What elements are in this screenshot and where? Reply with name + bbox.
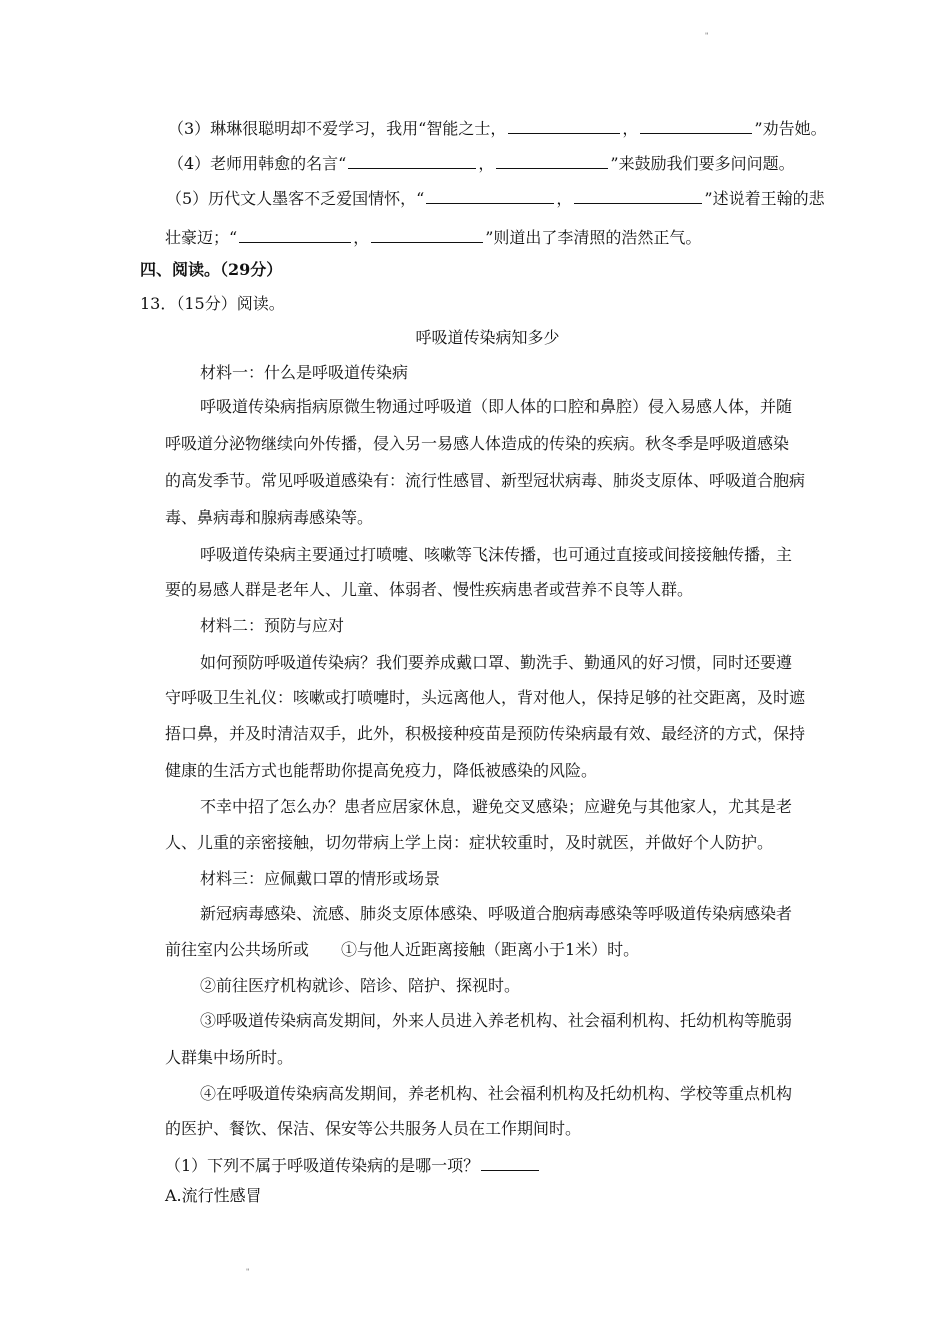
text-segment: 前往室内公共场所或 ①与他人近距离接触（距离小于1米）时。 xyxy=(165,940,640,959)
text-line xyxy=(165,724,805,744)
text-line xyxy=(200,869,440,889)
text-segment: 材料一：什么是呼吸道传染病 xyxy=(200,363,409,382)
text-segment: （5）历代文人墨客不乏爱国情怀，“ xyxy=(166,189,425,208)
text-segment: 四、阅读。（29分） xyxy=(140,260,283,279)
answer-blank[interactable] xyxy=(496,153,608,169)
text-line xyxy=(200,1084,792,1104)
answer-blank[interactable] xyxy=(481,1155,539,1171)
text-line xyxy=(200,1011,792,1031)
answer-blank[interactable] xyxy=(574,188,702,204)
text-segment: ， xyxy=(556,189,573,208)
text-segment: ”述说着王翰的悲 xyxy=(704,189,825,208)
answer-blank[interactable] xyxy=(426,188,554,204)
text-segment: 呼吸道分泌物继续向外传播，侵入另一易感人体造成的传染的疾病。秋冬季是呼吸道感染 xyxy=(165,434,790,453)
text-line xyxy=(168,118,827,139)
text-segment: 材料三：应佩戴口罩的情形或场景 xyxy=(200,869,441,888)
text-line xyxy=(165,1155,541,1176)
text-line xyxy=(165,580,693,600)
text-segment: 要的易感人群是老年人、儿童、体弱者、慢性疾病患者或营养不良等人群。 xyxy=(165,580,694,599)
text-segment: 如何预防呼吸道传染病？我们要养成戴口罩、勤洗手、勤通风的好习惯，同时还要遵 xyxy=(200,653,793,672)
text-segment: ④在呼吸道传染病高发期间，养老机构、社会福利机构及托幼机构、学校等重点机构 xyxy=(200,1084,793,1103)
text-line xyxy=(200,545,792,565)
text-line xyxy=(140,294,285,314)
text-segment: 不幸中招了怎么办？患者应居家休息，避免交叉感染；应避免与其他家人，尤其是老 xyxy=(200,797,793,816)
text-line xyxy=(165,1186,262,1206)
text-segment: 壮豪迈；“ xyxy=(165,228,238,247)
text-line xyxy=(200,797,792,817)
text-line xyxy=(165,940,639,960)
text-segment: 健康的生活方式也能帮助你提高免疫力，降低被感染的风险。 xyxy=(165,761,598,780)
text-segment: 毒、鼻病毒和腺病毒感染等。 xyxy=(165,508,374,527)
text-segment: （4）老师用韩愈的名言“ xyxy=(168,154,347,173)
text-segment: 的医护、餐饮、保洁、保安等公共服务人员在工作期间时。 xyxy=(165,1119,582,1138)
text-line xyxy=(200,397,792,417)
text-line xyxy=(200,363,408,383)
text-segment: 捂口鼻，并及时清洁双手，此外，积极接种疫苗是预防传染病最有效、最经济的方式，保持 xyxy=(165,724,806,743)
text-segment: 13．（15分）阅读。 xyxy=(140,294,285,313)
text-segment: 呼吸道传染病主要通过打喷嚏、咳嗽等飞沫传播，也可通过直接或间接接触传播，主 xyxy=(200,545,793,564)
text-segment: ②前往医疗机构就诊、陪诊、陪护、探视时。 xyxy=(200,976,521,995)
text-segment: 呼吸道传染病指病原微生物通过呼吸道（即人体的口腔和鼻腔）侵入易感人体，并随 xyxy=(200,397,793,416)
answer-blank[interactable] xyxy=(508,118,620,134)
text-line xyxy=(200,976,520,996)
answer-blank[interactable] xyxy=(371,227,483,243)
text-line xyxy=(165,1048,293,1068)
text-segment: ， xyxy=(622,119,639,138)
text-segment: ， xyxy=(478,154,495,173)
text-line xyxy=(200,653,792,673)
text-line xyxy=(200,616,344,636)
text-line xyxy=(165,227,701,248)
text-segment: A.流行性感冒 xyxy=(165,1186,262,1205)
text-line xyxy=(165,1119,581,1139)
text-line xyxy=(165,471,805,491)
text-segment: 材料二：预防与应对 xyxy=(200,616,345,635)
text-segment: 人、儿重的亲密接触，切勿带病上学上岗：症状较重时，及时就医，并做好个人防护。 xyxy=(165,833,774,852)
answer-blank[interactable] xyxy=(348,153,476,169)
header-mark: " xyxy=(705,32,709,40)
text-line xyxy=(165,833,773,853)
text-segment: ， xyxy=(353,228,370,247)
text-segment: ”来鼓励我们要多问问题。 xyxy=(610,154,795,173)
text-segment: 的高发季节。常见呼吸道感染有：流行性感冒、新型冠状病毒、肺炎支原体、呼吸道合胞病 xyxy=(165,471,806,490)
answer-blank[interactable] xyxy=(640,118,752,134)
text-line xyxy=(200,904,792,924)
text-segment: 守呼吸卫生礼仪：咳嗽或打喷嚏时，头远离他人，背对他人，保持足够的社交距离，及时遮 xyxy=(165,688,806,707)
text-line xyxy=(165,761,597,781)
text-segment: 新冠病毒感染、流感、肺炎支原体感染、呼吸道合胞病毒感染等呼吸道传染病感染者 xyxy=(200,904,793,923)
text-segment: ③呼吸道传染病高发期间，外来人员进入养老机构、社会福利机构、托幼机构等脆弱 xyxy=(200,1011,793,1030)
text-line xyxy=(165,688,805,708)
section-heading xyxy=(140,260,282,280)
text-line xyxy=(165,434,789,454)
footer-mark: " xyxy=(246,1268,250,1276)
text-segment: ”则道出了李清照的浩然正气。 xyxy=(485,228,702,247)
text-line xyxy=(166,188,825,209)
answer-blank[interactable] xyxy=(239,227,351,243)
text-segment: 人群集中场所时。 xyxy=(165,1048,294,1067)
text-line xyxy=(168,153,795,174)
text-line xyxy=(165,508,373,528)
text-segment: （3）琳琳很聪明却不爱学习，我用“智能之士， xyxy=(168,119,507,138)
text-segment: ”劝告她。 xyxy=(754,119,827,138)
text-segment: 呼吸道传染病知多少 xyxy=(415,328,560,347)
article-title xyxy=(0,328,950,348)
text-segment: （1）下列不属于呼吸道传染病的是哪一项？ xyxy=(165,1156,480,1175)
